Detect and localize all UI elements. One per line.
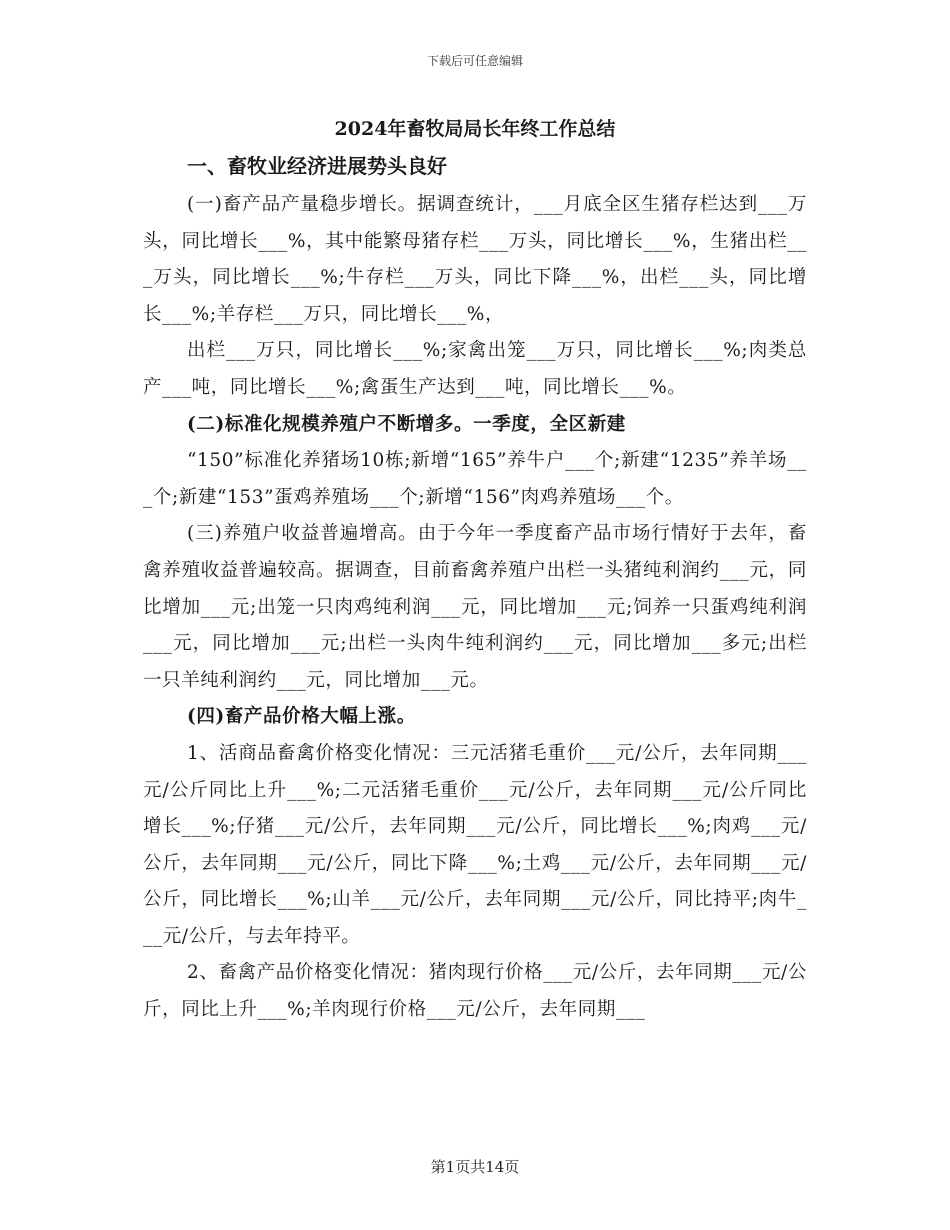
paragraph-3: “150”标准化养猪场10栋;新增“165”养牛户___个;新建“1235”养羊场___个;新建“153”蛋鸡养殖场___个;新增“156”肉鸡养殖场___个。 — [143, 450, 807, 508]
page-header: 下载后可任意编辑 — [426, 54, 523, 68]
paragraph-6: 2、畜禽产品价格变化情况：猪肉现行价格___元/公斤，去年同期___元/公斤，同比上升___%;羊肉现行价格___元/公斤，去年同期___ — [143, 962, 807, 1021]
document-title: 2024年畜牧局局长年终工作总结 — [334, 118, 616, 140]
subheading-4: (四)畜产品价格大幅上涨。 — [187, 706, 416, 728]
paragraph-2: 出栏___万只，同比增长___%;家禽出笼___万只，同比增长___%;肉类总产___吨，同比增长___%;禽蛋生产达到___吨，同比增长___%。 — [143, 340, 807, 398]
paragraph-1: (一)畜产品产量稳步增长。据调查统计，___月底全区生猪存栏达到___万头，同比增长___%，其中能繁母猪存栏___万头，同比增长___%，生猪出栏___万头，同比增长___%;牛存栏___万头，同比下降___%，出栏___头，同比增长___%;羊存栏___万只，同比增长___%， — [143, 194, 807, 325]
page-footer: 第1页共14页 — [430, 1158, 520, 1176]
document-body — [143, 112, 807, 1029]
paragraph-4: (三)养殖户收益普遍增高。由于今年一季度畜产品市场行情好于去年，畜禽养殖收益普遍较高。据调查，目前畜禽养殖户出栏一头猪纯利润约___元，同比增加___元;出笼一只肉鸡纯利润___元，同比增加___元;饲养一只蛋鸡纯利润___元，同比增加___元;出栏一头肉牛纯利润约___元，同比增加___多元;出栏一只羊纯利润约___元，同比增加___元。 — [143, 523, 807, 691]
section-heading-1: 一、畜牧业经济进展势头良好 — [187, 154, 447, 178]
subheading-2: (二)标准化规模养殖户不断增多。一季度，全区新建 — [187, 413, 626, 435]
paragraph-5: 1、活商品畜禽价格变化情况：三元活猪毛重价___元/公斤，去年同期___元/公斤同比上升___%;二元活猪毛重价___元/公斤，去年同期___元/公斤同比增长___%;仔猪___元/公斤，去年同期___元/公斤，同比增长___%;肉鸡___元/公斤，去年同期___元/公斤，同比下降___%;土鸡___元/公斤，去年同期___元/公斤，同比增长___%;山羊___元/公斤，去年同期___元/公斤，同比持平;肉牛___元/公斤，与去年持平。 — [143, 742, 807, 947]
